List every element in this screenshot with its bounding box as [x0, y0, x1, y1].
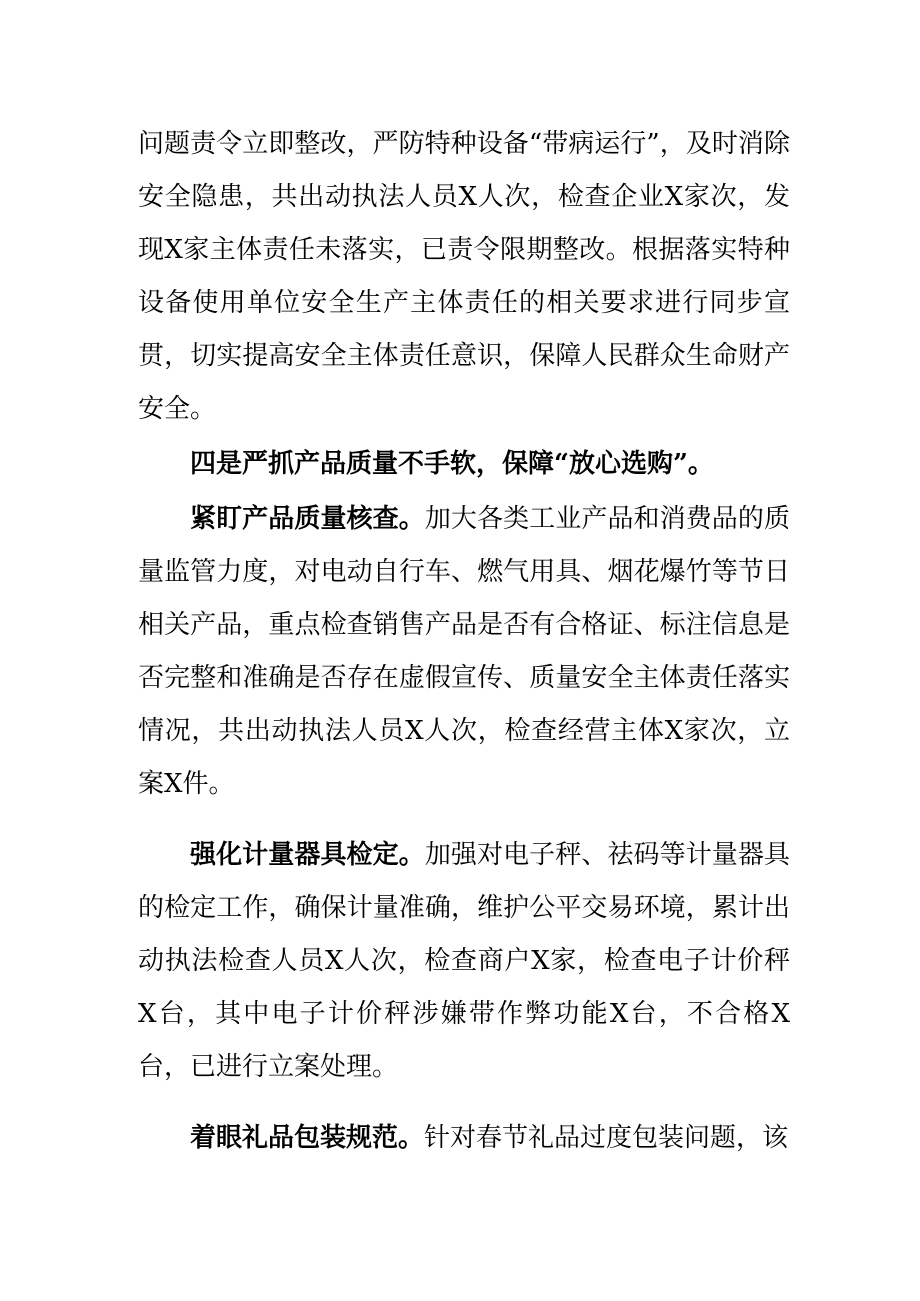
item-title-product-quality-check: 紧盯产品质量核查。	[190, 504, 425, 534]
section-heading-product-quality: 四是严抓产品质量不手软，保障“放心选购”。	[190, 449, 714, 479]
paragraph-gift-packaging	[138, 1112, 790, 1165]
item-body-metering-instruments: 加强对电子秤、祛码等计量器具的检定工作，确保计量准确，维护公平交易环境，累计出动执法检查人员X人次，检查商户X家，检查电子计价秤X台，其中电子计价秤涉嫌带作弊功能X台，不合格X台，已进行立案处理。	[138, 840, 790, 1082]
item-body-gift-packaging: 针对春节礼品过度包装问题，该	[424, 1123, 789, 1153]
item-title-metering-instruments: 强化计量器具检定。	[190, 840, 425, 870]
item-title-gift-packaging: 着眼礼品包装规范。	[190, 1123, 425, 1153]
paragraph-metering-instruments	[138, 829, 790, 1094]
document-body	[138, 118, 790, 1165]
paragraph-product-quality-check	[138, 493, 790, 811]
item-body-product-quality-check: 加大各类工业产品和消费品的质量监管力度，对电动自行车、燃气用具、烟花爆竹等节日相关产品，重点检查销售产品是否有合格证、标注信息是否完整和准确是否存在虚假宣传、质量安全主体责任落实情况，共出动执法人员X人次，检查经营主体X家次，立案X件。	[138, 504, 790, 799]
paragraph-special-equipment: 问题责令立即整改，严防特种设备“带病运行”，及时消除安全隐患，共出动执法人员X人次，检查企业X家次，发现X家主体责任未落实，已责令限期整改。根据落实特种设备使用单位安全生产主体责任的相关要求进行同步宣贯，切实提高安全主体责任意识，保障人民群众生命财产安全。	[138, 129, 790, 424]
